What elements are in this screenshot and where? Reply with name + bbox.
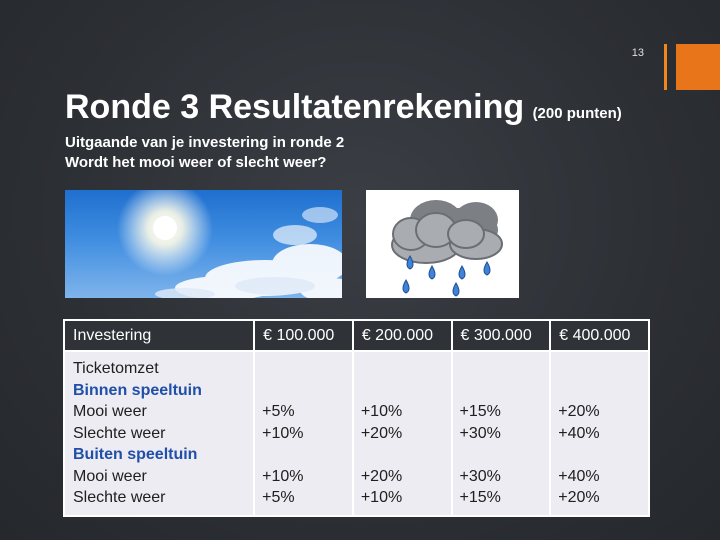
value-binnen-mooi: +10% [360,403,403,420]
value-buiten-slecht: +5% [262,489,295,506]
value-buiten-slecht: +10% [360,489,403,506]
header-300000: € 300.000 [452,320,551,351]
rain-cloud-icon [366,190,519,298]
subtitle-line-2: Wordt het mooi weer of slecht weer? [65,154,327,171]
value-buiten-mooi: +40% [558,467,600,485]
value-binnen-mooi: +5% [262,403,295,420]
title-text: Ronde 3 Resultatenrekening [65,88,525,126]
value-buiten-mooi: +10% [262,467,304,485]
accent-line [664,44,667,90]
value-binnen-slecht: +20% [360,424,403,442]
rain-cloud-image [366,190,519,298]
sunny-sky-image [65,190,342,298]
value-binnen-mooi: +20% [558,403,600,420]
accent-block [676,44,720,90]
slide-title [65,88,622,127]
table-row [64,351,649,516]
slide-number: 13 [631,47,644,59]
value-cell-200000 [353,351,452,516]
header-400000: € 400.000 [550,320,649,351]
subtitle-line-1: Uitgaande van je investering in ronde 2 [65,134,345,151]
label-cell [64,351,254,516]
header-investering: Investering [64,320,254,351]
value-buiten-mooi: +30% [459,467,501,485]
value-cell-300000 [452,351,551,516]
label-binnen-speeltuin: Binnen speeltuin [73,381,202,399]
header-200000: € 200.000 [353,320,452,351]
value-buiten-slecht: +15% [459,489,501,506]
label-buiten-speeltuin: Buiten speeltuin [73,446,198,463]
results-table [63,319,650,517]
header-100000: € 100.000 [254,320,353,351]
sunny-sky-illustration [65,190,342,298]
label-buiten-mooi-weer: Mooi weer [73,467,147,485]
value-buiten-slecht: +20% [558,489,600,506]
value-cell-400000 [550,351,649,516]
label-binnen-mooi-weer: Mooi weer [73,403,147,420]
label-ticketomzet: Ticketomzet [73,360,159,377]
value-cell-100000 [254,351,353,516]
table-header-row [64,320,649,351]
title-points: (200 punten) [532,105,622,122]
value-binnen-slecht: +30% [459,424,501,442]
label-binnen-slechte-weer: Slechte weer [73,424,166,442]
value-binnen-slecht: +10% [262,424,304,442]
value-binnen-slecht: +40% [558,424,600,442]
label-buiten-slechte-weer: Slechte weer [73,489,166,506]
value-binnen-mooi: +15% [459,403,501,420]
subtitle [65,133,344,173]
value-buiten-mooi: +20% [360,467,403,485]
